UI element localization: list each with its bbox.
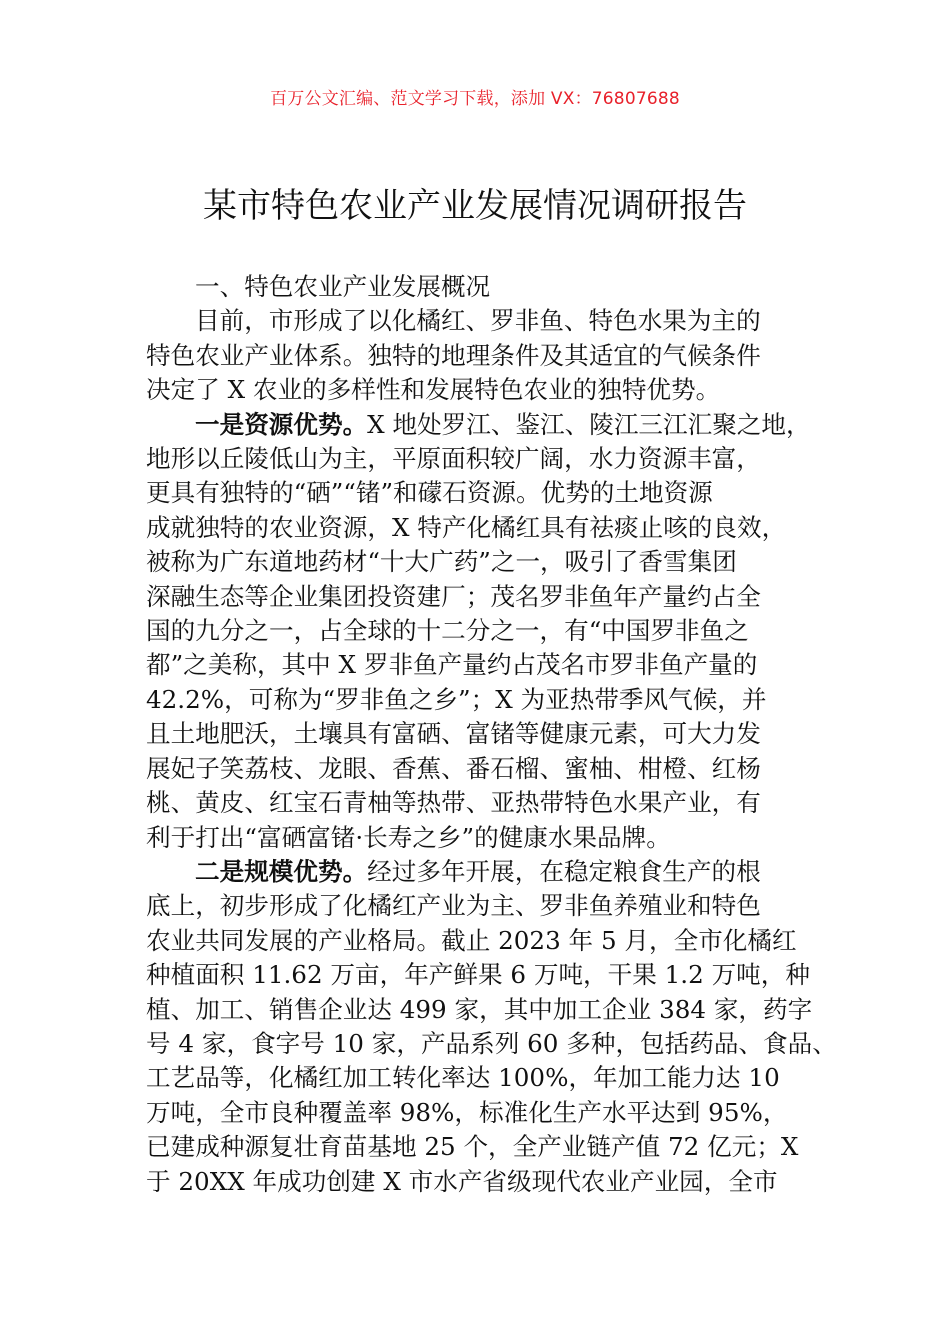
text-line-rest: 经过多年开展，在稳定粮食生产的根: [367, 856, 761, 886]
text-line: 展妃子笑荔枝、龙眼、香蕉、番石榴、蜜柚、柑橙、红杨: [146, 753, 761, 783]
text-line: 工艺品等，化橘红加工转化率达 100%，年加工能力达 10: [146, 1063, 780, 1093]
paragraph-resource-advantage: [146, 408, 836, 855]
text-line: 深融生态等企业集团投资建厂；茂名罗非鱼年产量约占全: [146, 581, 761, 611]
text-line: 底上，初步形成了化橘红产业为主、罗非鱼养殖业和特色: [146, 891, 761, 921]
text-line: 被称为广东道地药材“十大广药”之一，吸引了香雪集团: [146, 547, 737, 577]
text-line: 更具有独特的“硒”“锗”和礞石资源。优势的土地资源: [146, 478, 713, 508]
text-line: 植、加工、销售企业达 499 家，其中加工企业 384 家，药字: [146, 994, 813, 1024]
paragraph-scale-advantage: [146, 855, 836, 1199]
paragraph-overview: [146, 304, 836, 407]
document-title: 某市特色农业产业发展情况调研报告: [203, 186, 747, 226]
text-line: 特色农业产业体系。独特的地理条件及其适宜的气候条件: [146, 340, 761, 370]
text-line: 国的九分之一，占全球的十二分之一，有“中国罗非鱼之: [146, 616, 749, 646]
text-line: 且土地肥沃，土壤具有富硒、富锗等健康元素，可大力发: [146, 719, 761, 749]
text-line: [146, 855, 836, 889]
text-line: 决定了 X 农业的多样性和发展特色农业的独特优势。: [146, 375, 721, 405]
text-line: 都”之美称，其中 X 罗非鱼产量约占茂名市罗非鱼产量的: [146, 650, 758, 680]
text-line: [146, 408, 836, 442]
section-heading: 一、特色农业产业发展概况: [195, 272, 491, 301]
text-line: 桃、黄皮、红宝石青柚等热带、亚热带特色水果产业，有: [146, 788, 761, 818]
document-body: [146, 270, 836, 1199]
text-line: 已建成种源复壮育苗基地 25 个，全产业链产值 72 亿元；X: [146, 1132, 799, 1162]
text-line: 农业共同发展的产业格局。截止 2023 年 5 月，全市化橘红: [146, 925, 797, 955]
text-line: 号 4 家，食字号 10 家，产品系列 60 多种，包括药品、食品、: [146, 1028, 837, 1058]
text-line: 成就独特的农业资源，X 特产化橘红具有祛痰止咳的良效，: [146, 512, 787, 542]
text-line-rest: X 地处罗江、鉴江、陵江三江汇聚之地，: [367, 409, 811, 439]
text-line: 利于打出“富硒富锗·长寿之乡”的健康水果品牌。: [146, 822, 671, 852]
text-line: 42.2%，可称为“罗非鱼之乡”；X 为亚热带季风气候，并: [146, 684, 767, 714]
text-line: 目前，市形成了以化橘红、罗非鱼、特色水果为主的: [195, 306, 761, 336]
text-line: 种植面积 11.62 万亩，年产鲜果 6 万吨，干果 1.2 万吨，种: [146, 960, 810, 990]
paragraph-lead: 二是规模优势。: [195, 856, 368, 886]
text-line: 于 20XX 年成功创建 X 市水产省级现代农业产业园，全市: [146, 1166, 778, 1196]
paragraph-lead: 一是资源优势。: [195, 409, 368, 439]
text-line: 万吨，全市良种覆盖率 98%，标准化生产水平达到 95%，: [146, 1097, 788, 1127]
text-line: 地形以丘陵低山为主，平原面积较广阔，水力资源丰富，: [146, 444, 761, 474]
header-promo-note: 百万公文汇编、范文学习下载，添加 VX：76807688: [270, 89, 680, 109]
